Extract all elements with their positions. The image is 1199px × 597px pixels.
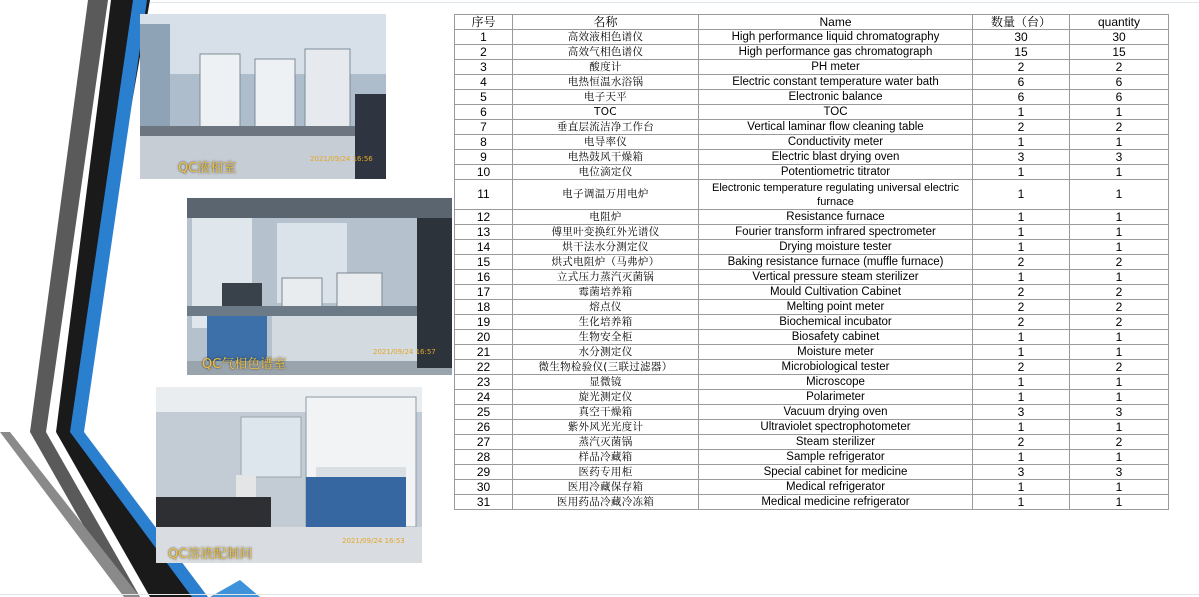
photo-solution-preparation-room: [156, 387, 422, 563]
table-row: [455, 135, 1169, 150]
table-row: [455, 435, 1169, 450]
header-name-en: Name: [699, 15, 973, 30]
cell-name-zh: 电导率仪: [513, 135, 699, 150]
cell-name-zh: 医用冷藏保存箱: [513, 480, 699, 495]
cell-name-zh: 霉菌培养箱: [513, 285, 699, 300]
cell-quantity: 1: [1070, 390, 1169, 405]
cell-quantity: 1: [1070, 135, 1169, 150]
cell-quantity: 1: [1070, 240, 1169, 255]
table-row: [455, 390, 1169, 405]
photo-caption: QC溶液配制间: [168, 547, 253, 562]
cell-name-zh: 高效气相色谱仪: [513, 45, 699, 60]
cell-quantity: 1: [1070, 270, 1169, 285]
cell-name-zh: 电位滴定仪: [513, 165, 699, 180]
cell-name-zh: 电阻炉: [513, 210, 699, 225]
cell-name-zh: 熔点仪: [513, 300, 699, 315]
cell-quantity: 30: [1070, 30, 1169, 45]
table-header-row: [455, 15, 1169, 30]
table-row: [455, 120, 1169, 135]
cell-quantity: 1: [1070, 480, 1169, 495]
cell-quantity: 1: [1070, 375, 1169, 390]
cell-quantity: 6: [1070, 90, 1169, 105]
cell-name-zh: 旋光测定仪: [513, 390, 699, 405]
table-row: [455, 405, 1169, 420]
cell-serial-no: 13: [455, 225, 513, 240]
cell-name-en: Conductivity meter: [699, 135, 973, 150]
cell-serial-no: 27: [455, 435, 513, 450]
cell-serial-no: 1: [455, 30, 513, 45]
cell-serial-no: 21: [455, 345, 513, 360]
cell-name-en: Medical refrigerator: [699, 480, 973, 495]
cell-serial-no: 31: [455, 495, 513, 510]
cell-count: 2: [973, 315, 1070, 330]
cell-name-zh: 电热鼓风干燥箱: [513, 150, 699, 165]
cell-count: 15: [973, 45, 1070, 60]
cell-count: 2: [973, 360, 1070, 375]
cell-name-zh: 立式压力蒸汽灭菌锅: [513, 270, 699, 285]
table-row: [455, 45, 1169, 60]
cell-count: 1: [973, 345, 1070, 360]
cell-count: 30: [973, 30, 1070, 45]
cell-serial-no: 11: [455, 180, 513, 210]
cell-serial-no: 22: [455, 360, 513, 375]
cell-name-zh: 真空干燥箱: [513, 405, 699, 420]
cell-count: 1: [973, 225, 1070, 240]
cell-name-zh: 垂直层流洁净工作台: [513, 120, 699, 135]
cell-serial-no: 15: [455, 255, 513, 270]
table-row: [455, 240, 1169, 255]
cell-quantity: 1: [1070, 420, 1169, 435]
cell-serial-no: 20: [455, 330, 513, 345]
cell-name-en: Baking resistance furnace (muffle furnace): [699, 255, 973, 270]
top-divider: [150, 2, 1199, 3]
cell-quantity: 1: [1070, 450, 1169, 465]
cell-quantity: 1: [1070, 225, 1169, 240]
cell-name-en: Potentiometric titrator: [699, 165, 973, 180]
cell-count: 2: [973, 255, 1070, 270]
table-row: [455, 270, 1169, 285]
table-row: [455, 300, 1169, 315]
table-row: [455, 60, 1169, 75]
cell-name-en: Steam sterilizer: [699, 435, 973, 450]
cell-quantity: 6: [1070, 75, 1169, 90]
cell-quantity: 2: [1070, 300, 1169, 315]
cell-quantity: 2: [1070, 435, 1169, 450]
cell-name-zh: 生物安全柜: [513, 330, 699, 345]
cell-count: 1: [973, 270, 1070, 285]
cell-name-en: Special cabinet for medicine: [699, 465, 973, 480]
cell-quantity: 3: [1070, 465, 1169, 480]
cell-quantity: 2: [1070, 315, 1169, 330]
cell-count: 3: [973, 405, 1070, 420]
cell-name-en: Drying moisture tester: [699, 240, 973, 255]
cell-name-zh: 医药专用柜: [513, 465, 699, 480]
table-row: [455, 90, 1169, 105]
cell-quantity: 2: [1070, 285, 1169, 300]
photo-timestamp: 2021/09/24 16:53: [342, 537, 405, 545]
cell-quantity: 3: [1070, 150, 1169, 165]
cell-quantity: 3: [1070, 405, 1169, 420]
photo-gas-chromatography-room: [187, 198, 452, 375]
cell-count: 1: [973, 480, 1070, 495]
cell-name-zh: 样品冷藏箱: [513, 450, 699, 465]
cell-quantity: 1: [1070, 180, 1169, 210]
table-row: [455, 465, 1169, 480]
table-row: [455, 375, 1169, 390]
table-row: [455, 30, 1169, 45]
cell-count: 1: [973, 420, 1070, 435]
table-row: [455, 480, 1169, 495]
header-serial-no: 序号: [455, 15, 513, 30]
cell-count: 2: [973, 60, 1070, 75]
cell-count: 1: [973, 375, 1070, 390]
table-row: [455, 315, 1169, 330]
cell-count: 1: [973, 330, 1070, 345]
cell-serial-no: 4: [455, 75, 513, 90]
table-row: [455, 285, 1169, 300]
cell-quantity: 2: [1070, 120, 1169, 135]
cell-name-en: Microscope: [699, 375, 973, 390]
cell-count: 3: [973, 465, 1070, 480]
cell-name-en: TOC: [699, 105, 973, 120]
cell-name-zh: 蒸汽灭菌锅: [513, 435, 699, 450]
cell-serial-no: 3: [455, 60, 513, 75]
table-row: [455, 345, 1169, 360]
cell-serial-no: 9: [455, 150, 513, 165]
table-row: [455, 75, 1169, 90]
photo-caption: QC气相色谱室: [202, 357, 287, 372]
cell-name-zh: 高效液相色谱仪: [513, 30, 699, 45]
cell-count: 1: [973, 210, 1070, 225]
photo-timestamp: 2021/09/24 16:56: [310, 155, 373, 163]
cell-count: 1: [973, 240, 1070, 255]
cell-count: 1: [973, 180, 1070, 210]
cell-quantity: 1: [1070, 345, 1169, 360]
table-row: [455, 180, 1169, 210]
table-row: [455, 420, 1169, 435]
cell-name-en: Electric blast drying oven: [699, 150, 973, 165]
cell-count: 2: [973, 285, 1070, 300]
cell-serial-no: 14: [455, 240, 513, 255]
cell-name-zh: TOC: [513, 105, 699, 120]
cell-name-en: Fourier transform infrared spectrometer: [699, 225, 973, 240]
cell-name-en: High performance gas chromatograph: [699, 45, 973, 60]
cell-name-en: Sample refrigerator: [699, 450, 973, 465]
equipment-table: [454, 14, 1169, 510]
table-row: [455, 495, 1169, 510]
cell-name-en: Vertical pressure steam sterilizer: [699, 270, 973, 285]
cell-serial-no: 16: [455, 270, 513, 285]
cell-quantity: 2: [1070, 60, 1169, 75]
cell-name-zh: 微生物检验仪(三联过滤器）: [513, 360, 699, 375]
cell-serial-no: 8: [455, 135, 513, 150]
cell-name-zh: 医用药品冷藏冷冻箱: [513, 495, 699, 510]
cell-count: 6: [973, 90, 1070, 105]
cell-quantity: 1: [1070, 330, 1169, 345]
cell-name-en: Mould Cultivation Cabinet: [699, 285, 973, 300]
table-row: [455, 210, 1169, 225]
table-row: [455, 330, 1169, 345]
cell-count: 2: [973, 120, 1070, 135]
cell-name-en: Polarimeter: [699, 390, 973, 405]
cell-name-zh: 电子天平: [513, 90, 699, 105]
cell-name-en: Melting point meter: [699, 300, 973, 315]
cell-serial-no: 24: [455, 390, 513, 405]
cell-quantity: 1: [1070, 105, 1169, 120]
photo-timestamp: 2021/09/24 16:57: [373, 348, 436, 356]
cell-count: 2: [973, 435, 1070, 450]
cell-quantity: 1: [1070, 210, 1169, 225]
cell-count: 2: [973, 300, 1070, 315]
photo-caption: QC液相室: [178, 161, 237, 176]
cell-name-zh: 电热恒温水浴锅: [513, 75, 699, 90]
cell-serial-no: 26: [455, 420, 513, 435]
header-name-zh: 名称: [513, 15, 699, 30]
cell-name-en: Vertical laminar flow cleaning table: [699, 120, 973, 135]
photo-liquid-chromatography-room: [140, 14, 386, 179]
cell-name-en: Biosafety cabinet: [699, 330, 973, 345]
cell-serial-no: 23: [455, 375, 513, 390]
cell-quantity: 2: [1070, 360, 1169, 375]
cell-serial-no: 29: [455, 465, 513, 480]
table-row: [455, 150, 1169, 165]
cell-serial-no: 10: [455, 165, 513, 180]
cell-serial-no: 19: [455, 315, 513, 330]
cell-count: 1: [973, 390, 1070, 405]
table-row: [455, 165, 1169, 180]
cell-serial-no: 17: [455, 285, 513, 300]
cell-name-zh: 水分测定仪: [513, 345, 699, 360]
table-row: [455, 360, 1169, 375]
cell-serial-no: 5: [455, 90, 513, 105]
header-count-zh: 数量（台）: [973, 15, 1070, 30]
bottom-divider: [0, 594, 1199, 595]
cell-name-en: Electric constant temperature water bath: [699, 75, 973, 90]
table-row: [455, 105, 1169, 120]
cell-serial-no: 30: [455, 480, 513, 495]
cell-count: 6: [973, 75, 1070, 90]
cell-count: 1: [973, 135, 1070, 150]
cell-quantity: 1: [1070, 165, 1169, 180]
cell-count: 1: [973, 495, 1070, 510]
cell-serial-no: 12: [455, 210, 513, 225]
cell-name-zh: 生化培养箱: [513, 315, 699, 330]
cell-name-en: Moisture meter: [699, 345, 973, 360]
cell-name-en: Biochemical incubator: [699, 315, 973, 330]
table-row: [455, 450, 1169, 465]
cell-name-en: High performance liquid chromatography: [699, 30, 973, 45]
cell-name-en: Microbiological tester: [699, 360, 973, 375]
cell-name-en: Electronic temperature regulating universal electric furnace: [699, 180, 973, 210]
cell-name-en: Ultraviolet spectrophotometer: [699, 420, 973, 435]
cell-name-zh: 电子调温万用电炉: [513, 180, 699, 210]
header-quantity: quantity: [1070, 15, 1169, 30]
cell-name-zh: 烘干法水分测定仪: [513, 240, 699, 255]
cell-serial-no: 6: [455, 105, 513, 120]
cell-name-en: Resistance furnace: [699, 210, 973, 225]
table-row: [455, 255, 1169, 270]
table-row: [455, 225, 1169, 240]
cell-serial-no: 2: [455, 45, 513, 60]
cell-serial-no: 25: [455, 405, 513, 420]
cell-serial-no: 28: [455, 450, 513, 465]
cell-name-en: PH meter: [699, 60, 973, 75]
cell-name-zh: 傅里叶变换红外光谱仪: [513, 225, 699, 240]
cell-quantity: 1: [1070, 495, 1169, 510]
cell-quantity: 2: [1070, 255, 1169, 270]
cell-serial-no: 18: [455, 300, 513, 315]
cell-name-zh: 紫外风光光度计: [513, 420, 699, 435]
cell-quantity: 15: [1070, 45, 1169, 60]
cell-name-zh: 显微镜: [513, 375, 699, 390]
cell-name-zh: 烘式电阻炉（马弗炉）: [513, 255, 699, 270]
cell-count: 1: [973, 105, 1070, 120]
cell-count: 1: [973, 165, 1070, 180]
cell-count: 3: [973, 150, 1070, 165]
cell-count: 1: [973, 450, 1070, 465]
cell-name-en: Medical medicine refrigerator: [699, 495, 973, 510]
cell-name-en: Vacuum drying oven: [699, 405, 973, 420]
cell-name-en: Electronic balance: [699, 90, 973, 105]
cell-name-zh: 酸度计: [513, 60, 699, 75]
cell-serial-no: 7: [455, 120, 513, 135]
